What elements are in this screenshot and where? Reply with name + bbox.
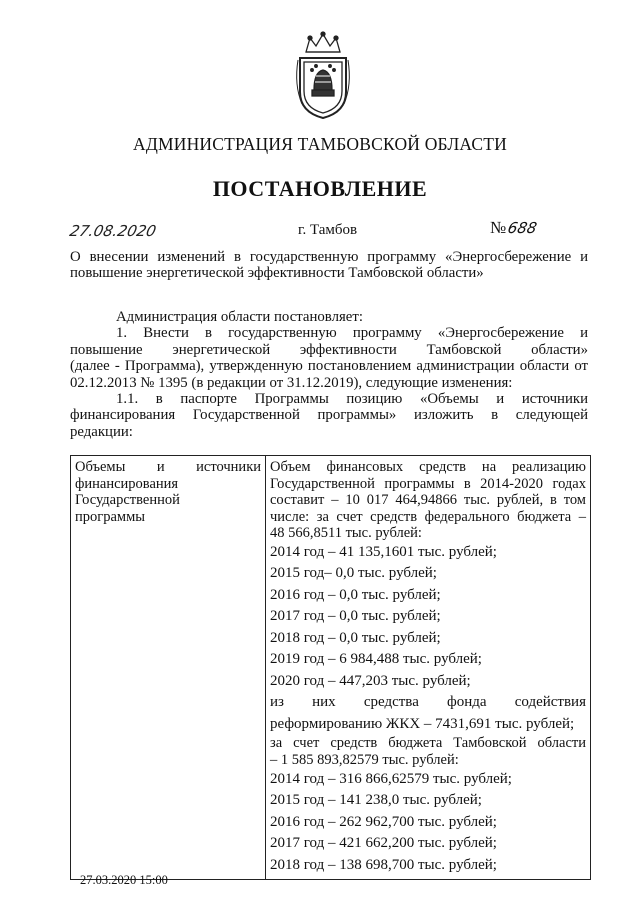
content-line: Объем финансовых средств на реализацию: [270, 459, 586, 475]
program-passport-table: [70, 455, 591, 880]
body-line: 1. Внести в государственную программу «Энергосбережение и: [116, 325, 588, 342]
regional-year-line: 2017 год – 421 662,200 тыс. рублей;: [270, 835, 497, 852]
label-line: Объемы и источники: [75, 459, 261, 475]
number-sign: №: [490, 218, 507, 237]
body-line: (далее - Программа), утвержденную постановлением администрации области от: [70, 358, 588, 375]
federal-year-line: 2014 год – 41 135,1601 тыс. рублей;: [270, 543, 497, 560]
table-cell-content: [266, 456, 591, 880]
content-line: числе: за счет средств федерального бюджета –: [270, 508, 586, 525]
organization-title: АДМИНИСТРАЦИЯ ТАМБОВСКОЙ ОБЛАСТИ: [133, 134, 507, 154]
regional-year-line: 2018 год – 138 698,700 тыс. рублей;: [270, 856, 497, 873]
content-line: 48 566,8511 тыс. рублей:: [270, 525, 422, 542]
label-line: программы: [75, 508, 145, 525]
content-line: реформированию ЖКХ – 7431,691 тыс. рублей;: [270, 715, 575, 732]
table-cell-label: [71, 456, 266, 880]
footer-timestamp: 27.03.2020 15:00: [80, 873, 168, 887]
regional-year-line: 2015 год – 141 238,0 тыс. рублей;: [270, 792, 482, 809]
document-subject: О внесении изменений в государственную программу «Энергосбережение и повышение энергетической эффективности Тамбовской области»: [70, 249, 588, 281]
regional-year-line: 2016 год – 262 962,700 тыс. рублей;: [270, 813, 497, 830]
body-line: повышение энергетической эффективности Тамбовской области»: [70, 341, 588, 358]
content-line: Государственной программы в 2014-2020 годах: [270, 475, 586, 492]
content-line: за счет средств бюджета Тамбовской области: [270, 735, 586, 752]
body-paragraph-intro: Администрация области постановляет:: [116, 309, 363, 325]
document-body: [70, 309, 588, 440]
federal-year-line: 2015 год– 0,0 тыс. рублей;: [270, 565, 437, 582]
body-line: финансирования Государственной программы» изложить в следующей: [70, 407, 588, 424]
document-number: [490, 218, 537, 238]
federal-year-line: 2019 год – 6 984,488 тыс. рублей;: [270, 651, 482, 668]
federal-year-line: 2017 год – 0,0 тыс. рублей;: [270, 608, 441, 625]
content-line: – 1 585 893,82579 тыс. рублей:: [270, 752, 459, 769]
city-label: г. Тамбов: [298, 222, 358, 238]
table-row: [71, 456, 591, 880]
content-line: составит – 10 017 464,94866 тыс. рублей, в том: [270, 492, 586, 509]
label-line: Государственной: [75, 492, 180, 509]
handwritten-number: 688: [506, 219, 539, 237]
coat-of-arms-emblem: [292, 30, 354, 120]
federal-year-line: 2020 год – 447,203 тыс. рублей;: [270, 672, 471, 689]
regional-year-line: 2014 год – 316 866,62579 тыс. рублей;: [270, 770, 512, 787]
content-line: из них средства фонда содействия: [270, 694, 586, 711]
body-line: 1.1. в паспорте Программы позицию «Объемы и источники: [116, 391, 588, 408]
document-type-title: ПОСТАНОВЛЕНИЕ: [212, 176, 428, 201]
body-line: редакции:: [70, 423, 133, 440]
federal-year-line: 2016 год – 0,0 тыс. рублей;: [270, 586, 441, 603]
handwritten-date: 27.08.2020: [68, 222, 158, 240]
federal-year-line: 2018 год – 0,0 тыс. рублей;: [270, 629, 441, 646]
label-line: финансирования: [75, 475, 179, 492]
body-line: 02.12.2013 № 1395 (в редакции от 31.12.2019), следующие изменения:: [70, 374, 513, 391]
